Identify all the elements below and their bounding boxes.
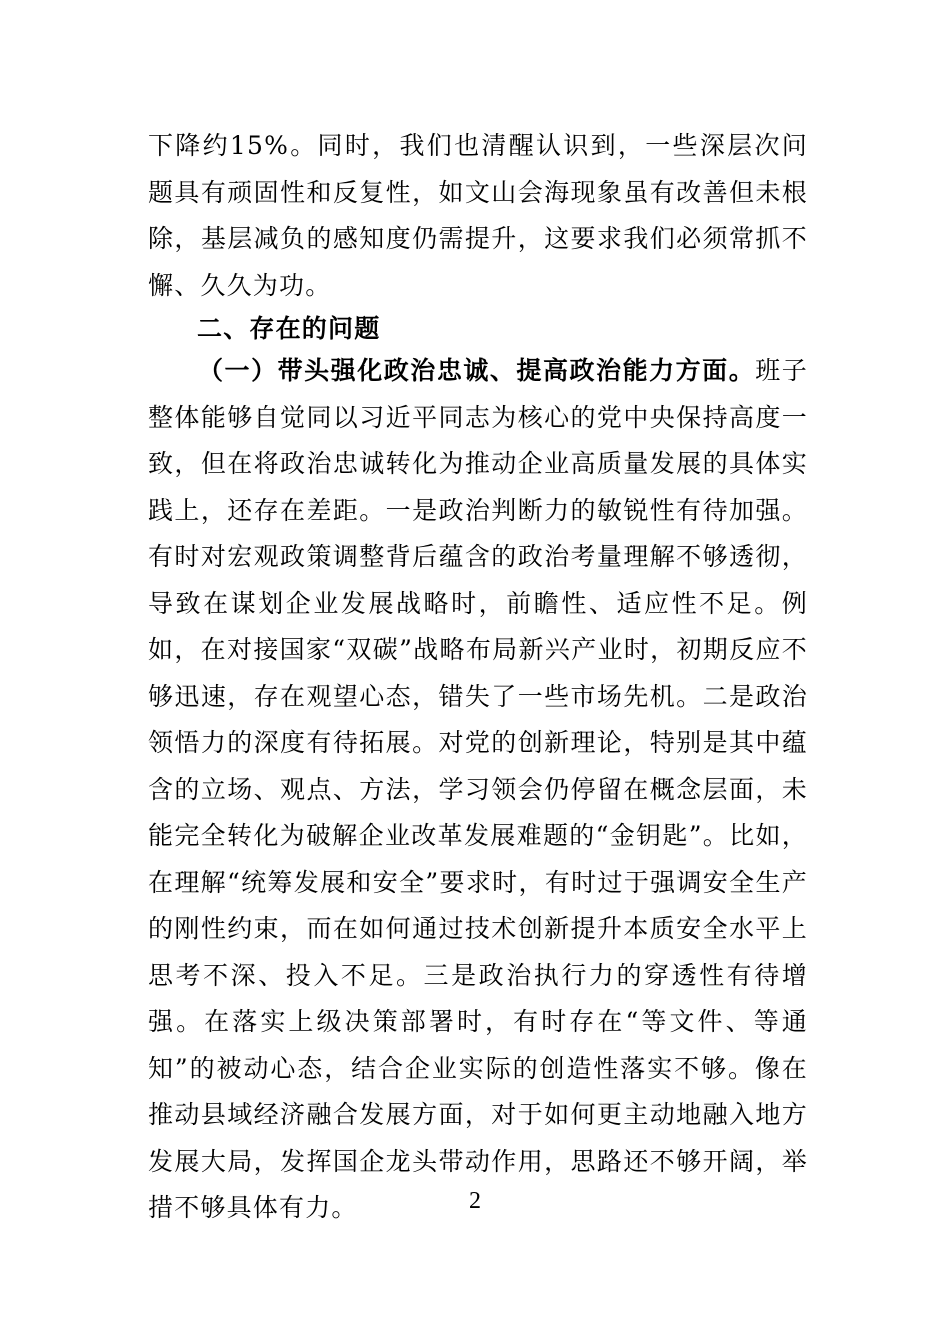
- section-heading: 二、存在的问题: [197, 314, 381, 343]
- paragraph-problems: [148, 348, 808, 1232]
- paragraph-body: 班子整体能够自觉同以习近平同志为核心的党中央保持高度一致，但在将政治忠诚转化为推动企业高质量发展的具体实践上，还存在差距。一是政治判断力的敏锐性有待加强。有时对宏观政策调整背后蕴含的政治考量理解不够透彻，导致在谋划企业发展战略时，前瞻性、适应性不足。例如，在对接国家“双碳”战略布局新兴产业时，初期反应不够迅速，存在观望心态，错失了一些市场先机。二是政治领悟力的深度有待拓展。对党的创新理论，特别是其中蕴含的立场、观点、方法，学习领会仍停留在概念层面，未能完全转化为破解企业改革发展难题的“金钥匙”。比如，在理解“统筹发展和安全”要求时，有时过于强调安全生产的刚性约束，而在如何通过技术创新提升本质安全水平上思考不深、投入不足。三是政治执行力的穿透性有待增强。在落实上级决策部署时，有时存在“等文件、等通知”的被动心态，结合企业实际的创造性落实不够。像在推动县域经济融合发展方面，对于如何更主动地融入地方发展大局，发挥国企龙头带动作用，思路还不够开阔，举措不够具体有力。: [148, 356, 809, 1222]
- paragraph-continuation: 下降约15%。同时，我们也清醒认识到，一些深层次问题具有顽固性和反复性，如文山会海现象虽有改善但未根除，基层减负的感知度仍需提升，这要求我们必须常抓不懈、久久为功。: [148, 131, 808, 300]
- subsection-lead: （一）带头强化政治忠诚、提高政治能力方面。: [198, 356, 756, 385]
- page-number: 2: [469, 1188, 481, 1214]
